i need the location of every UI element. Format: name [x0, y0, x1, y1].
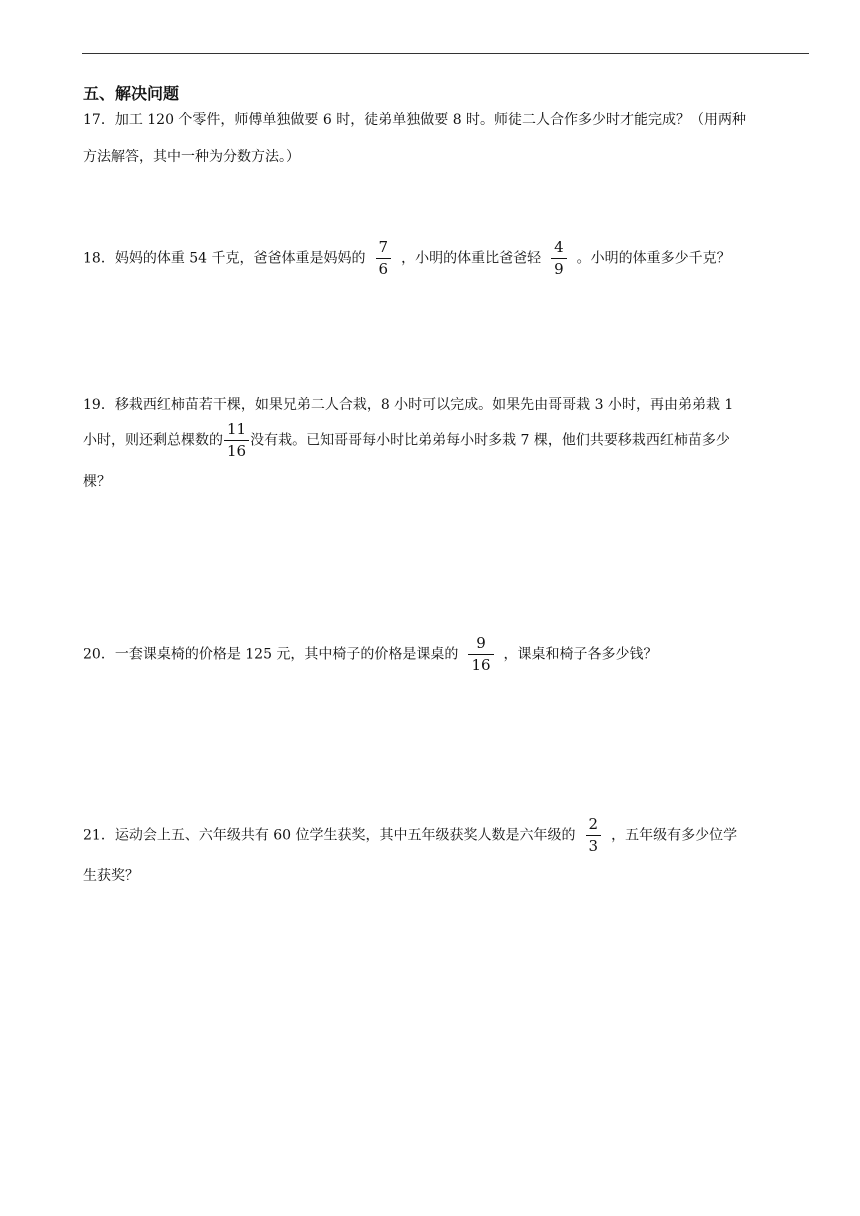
question-21-text-2: ，五年级有多少位学: [611, 827, 738, 844]
fraction-2-3: $\frac{2}{3}$: [586, 817, 602, 854]
fraction-7-6: $\frac{7}{6}$: [376, 240, 392, 277]
question-20: [83, 636, 808, 673]
question-21-text-1: 21．运动会上五、六年级共有 60 位学生获奖，其中五年级获奖人数是六年级的: [83, 827, 576, 844]
fraction-11-16: $\frac{11}{16}$: [224, 422, 249, 459]
question-19-text-2: 没有栽。已知哥哥每小时比弟弟每小时多栽 7 棵，他们共要移栽西红柿苗多少: [250, 432, 730, 449]
header-rule: [82, 53, 809, 54]
question-18-text-1: 18．妈妈的体重 54 千克，爸爸体重是妈妈的: [83, 250, 366, 267]
question-18: [83, 240, 808, 277]
question-20-text-2: ，课桌和椅子各多少钱？: [503, 646, 658, 663]
question-18-text-3: 。小明的体重多少千克？: [576, 250, 731, 267]
question-19-line-2: [83, 422, 808, 459]
question-17-line-2: 方法解答，其中一种为分数方法。）: [83, 149, 300, 165]
fraction-9-16: $\frac{9}{16}$: [468, 636, 493, 673]
question-19-line-3: 棵？: [83, 474, 111, 490]
fraction-4-9: $\frac{4}{9}$: [551, 240, 567, 277]
section-title: 五、解决问题: [83, 84, 180, 103]
question-21-line-1: [83, 817, 808, 854]
question-21-line-2: 生获奖？: [83, 868, 139, 884]
question-18-text-2: ，小明的体重比爸爸轻: [401, 250, 542, 267]
question-19-line-1: 19．移栽西红柿苗若干棵，如果兄弟二人合栽，8 小时可以完成。如果先由哥哥栽 3 小时，再由弟弟栽 1: [83, 397, 734, 413]
question-20-text-1: 20．一套课桌椅的价格是 125 元，其中椅子的价格是课桌的: [83, 646, 459, 663]
question-17-line-1: 17．加工 120 个零件，师傅单独做要 6 时，徒弟单独做要 8 时。师徒二人合作多少时才能完成？（用两种: [83, 112, 747, 128]
question-19-text-1: 小时，则还剩总棵数的: [83, 432, 223, 449]
